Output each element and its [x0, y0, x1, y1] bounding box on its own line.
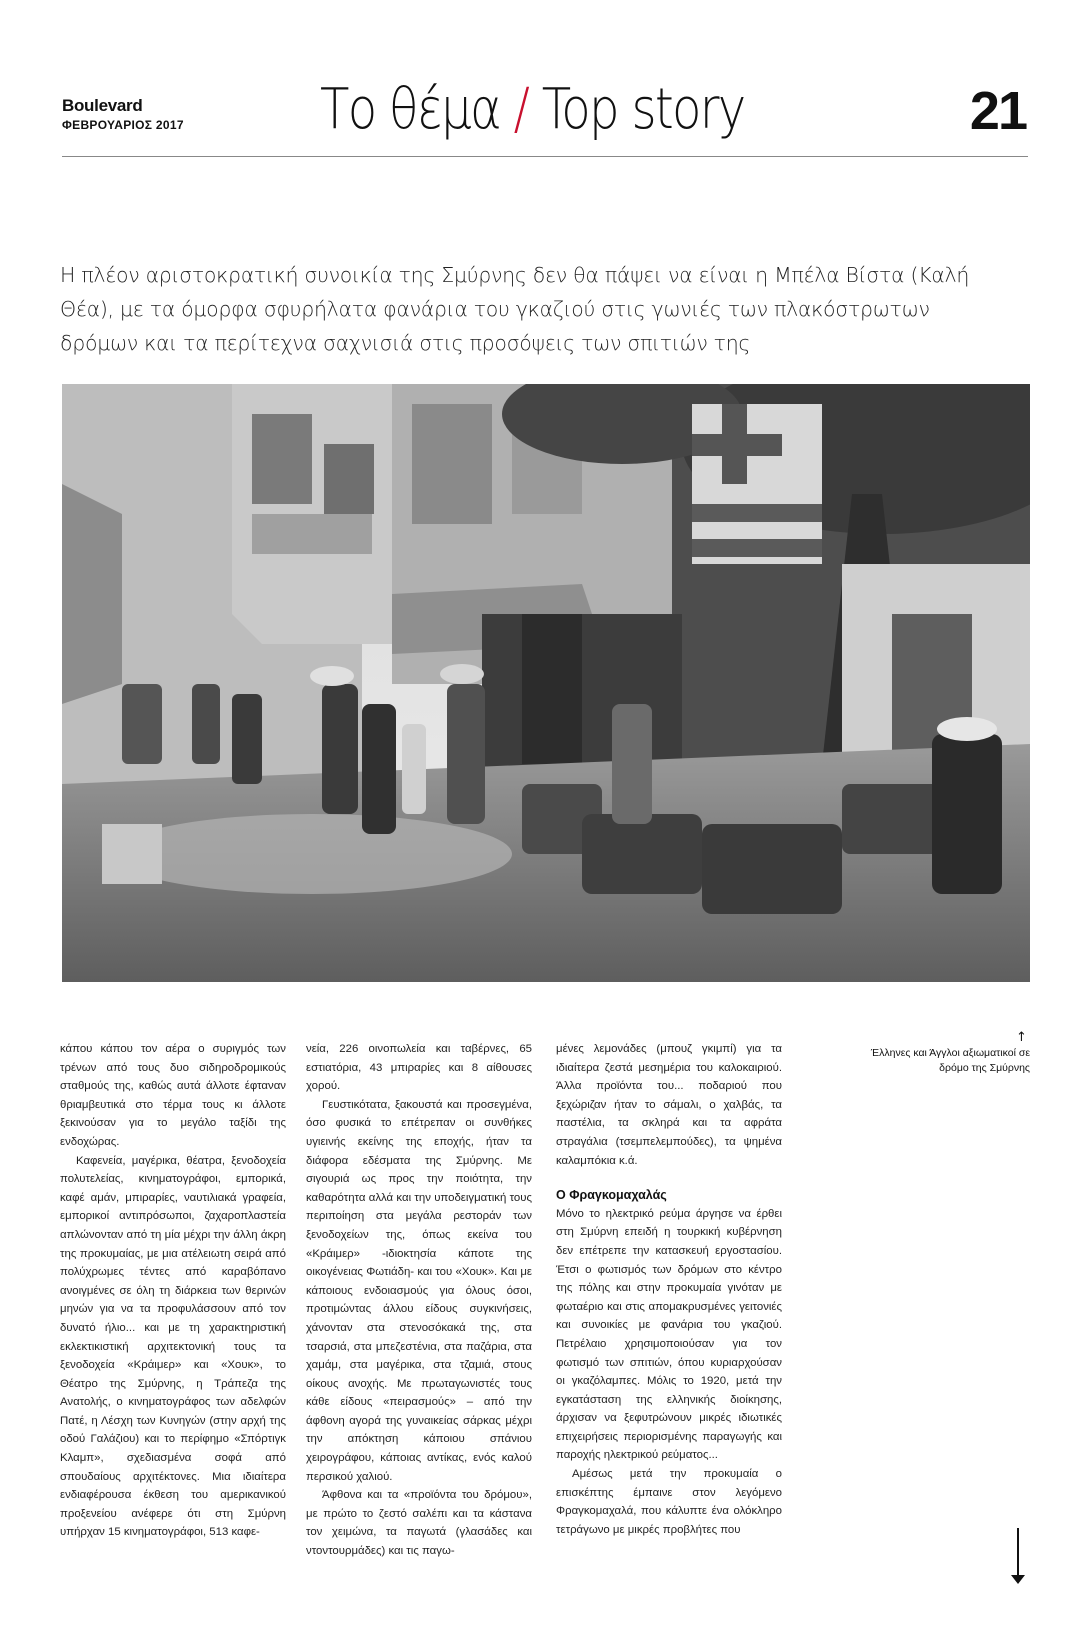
column-1-paragraph-2: Καφενεία, μαγέρικα, θέατρα, ξενοδοχεία πολυτελείας, κινηματογράφοι, εμπορικά, καφέ αμάν, μπιραρίες, ναυτιλιακά γραφεία, εμπορικοί αντιπρόσωποι, ζαχαροπλαστεία απλώνονταν από τη μία μέχρι την άλλη άκρη της προκυμαίας, με μια ατέλειωτη σειρά από πολύχρωμες τέντες από καραβόπανο ανοιγμένες σε όλη τη διάρκεια των θερινών μηνών για να τα προφυλάσσουν από τον δυνατό ήλιο... και με τη χαρακτηριστική εκλεκτικιστική αρχιτεκτονική τους τα ξενοδοχεία «Κράιμερ» και «Χουκ», το Θέατρο της Σμύρνης, η Τράπεζα της Ανατολής, ο κινηματογράφος των αδελφών Πατέ, η Λέσχη των Κυνηγών (στην αρχή της οδού Γαλάζιου) και το περίφημο «Σπόρτιγκ Κλαμπ», σχεδιασμένα σοφά από σπουδαίους αρχιτέκτονες. Μια ιδιαίτερα ενδιαφέρουσα έκθεση του αμερικανικού προξενείου ανέφερε ότι στη Σμύρνη υπήρχαν 15 κινηματογράφοι, 513 καφε-	[60, 1154, 286, 1539]
column-3-paragraph-1: μένες λεμονάδες (μπουζ γκιμπί) για τα ιδιαίτερα ζεστά μεσημέρια του καλοκαιριού. Άλλα προϊόντα του... ποδαριού που ξεχώριζαν ήταν το σάμαλι, ο χαλβάς, τα παστέλια, τα σκληρά και τα αφράτα στραγάλια (τσεμπελεμπούδες), τα ψημένα καλαμπόκια κ.ά.	[556, 1043, 782, 1167]
continue-arrow-icon	[1011, 1575, 1025, 1584]
page-header	[62, 70, 1028, 157]
section-title-english: Top story	[541, 77, 745, 142]
issue-date: ΦΕΒΡΟΥΑΡΙΟΣ 2017	[62, 118, 184, 132]
column-3-subheading: Ο Φραγκομαχαλάς	[556, 1188, 667, 1203]
text-column-1	[60, 1040, 286, 1542]
section-title-separator: /	[513, 77, 529, 142]
column-2-paragraph-1: νεία, 226 οινοπωλεία και ταβέρνες, 65 εστιατόρια, 43 μπιραρίες και 8 αίθουσες χορού.	[306, 1043, 532, 1093]
lead-paragraph: Η πλέον αριστοκρατική συνοικία της Σμύρνης δεν θα πάψει να είναι η Μπέλα Βίστα (Καλή Θέα), με τα όμορφα σφυρήλατα φανάρια του γκαζιού στις γωνιές των πλακόστρωτων δρόμων και τα περίτεχνα σαχνισιά στις προσόψεις των σπιτιών της	[60, 263, 970, 355]
continue-line	[1017, 1528, 1019, 1580]
text-column-2	[306, 1040, 532, 1561]
page-number: 21	[969, 81, 1026, 141]
text-column-3	[556, 1040, 782, 1539]
magazine-brand: Boulevard	[62, 96, 143, 115]
column-2-paragraph-2: Γευστικότατα, ξακουστά και προσεγμένα, όσο φυσικά το επέτρεπαν οι συνθήκες υγιεινής εκείνης της εποχής, ήταν τα διάφορα εδέσματα της Σμύρνης. Με σιγουριά ως προς την ποιότητα, την καθαρότητα αλλά και την υποδειγματική τους περιποίηση στα μεγάλα ρεστοράν των ξενοδοχείων της, όπως εκείνα του «Κράιμερ» -ιδιοκτησία κάποτε της οικογένειας Φωτιάδη- και του «Χουκ». Και με κάποιους ενδοιασμούς για όλους όσοι, προτιμώντας άλλου είδους συγκινήσεις, χάνονταν στα στενοσόκακά της, στα τσαρσιά, στα μπεζεστένια, στα παζάρια, στα χαμάμ, στα μαγέρικα, στα τζαμιά, στους οίκους ανοχής. Με πρωταγωνιστές τους κάθε είδους «πειρασμούς» – από την άφθονη αγορά της γυναικείας σάρκας μέχρι την απόκτηση κάποιου σπάνιου χειρογράφου, κάποιας αντίκας, ενός καλού περσικού χαλιού.	[306, 1098, 532, 1483]
column-1-paragraph-1: κάπου κάπου τον αέρα ο συριγμός των τρένων από τους δυο σιδηροδρομικούς σταθμούς της, καθώς αυτά άλλοτε έφταναν θριαμβευτικά στο τέρμα τους κι άλλοτε ξεκινούσαν για το μεγάλο ταξίδι της ενδοχώρας.	[60, 1043, 286, 1148]
column-3-paragraph-3: Αμέσως μετά την προκυμαία ο επισκέπτης έμπαινε στον λεγόμενο Φραγκομαχαλά, που κάλυπτε ένα ολόκληρο τετράγωνο με μικρές προβλήτες που	[556, 1468, 782, 1536]
column-2-paragraph-3: Άφθονα και τα «προϊόντα του δρόμου», με πρώτο το ζεστό σαλέπι και τα κάστανα τον χειμώνα, τα παγωτά (γλασάδες και ντοντουρμάδες) και τις παγω-	[306, 1489, 532, 1558]
street-photograph	[62, 384, 1030, 982]
photo-caption: Έλληνες και Άγγλοι αξιωματικοί σε δρόμο της Σμύρνης	[870, 1047, 1030, 1074]
caption-arrow-icon: ↑	[1016, 1030, 1027, 1045]
section-title-greek: Το θέμα	[320, 77, 501, 142]
column-3-paragraph-2: Μόνο το ηλεκτρικό ρεύμα άργησε να έρθει στη Σμύρνη επειδή η τουρκική κυβέρνηση δεν επέτρεπε την κατασκευή εργοστασίου. Έτσι ο φωτισμός των δρόμων στο κέντρο της πόλης και στην προκυμαία γινόταν με φωταέριο και στις απομακρυσμένες γειτονιές και συνοικίες με φανάρια του γκαζιού. Πετρέλαιο χρησιμοποιούσαν για τον φωτισμό των σπιτιών, όπου κυριαρχούσαν οι γκαζόλαμπες. Μόλις το 1920, μετά την εγκατάσταση της ελληνικής διοίκησης, άρχισαν να ξεφυτρώνουν μικρές ιδιωτικές επιχειρήσεις περιορισμένης παραγωγής και παροχής ηλεκτρικού ρεύματος...	[556, 1207, 782, 1462]
section-title	[320, 78, 745, 142]
